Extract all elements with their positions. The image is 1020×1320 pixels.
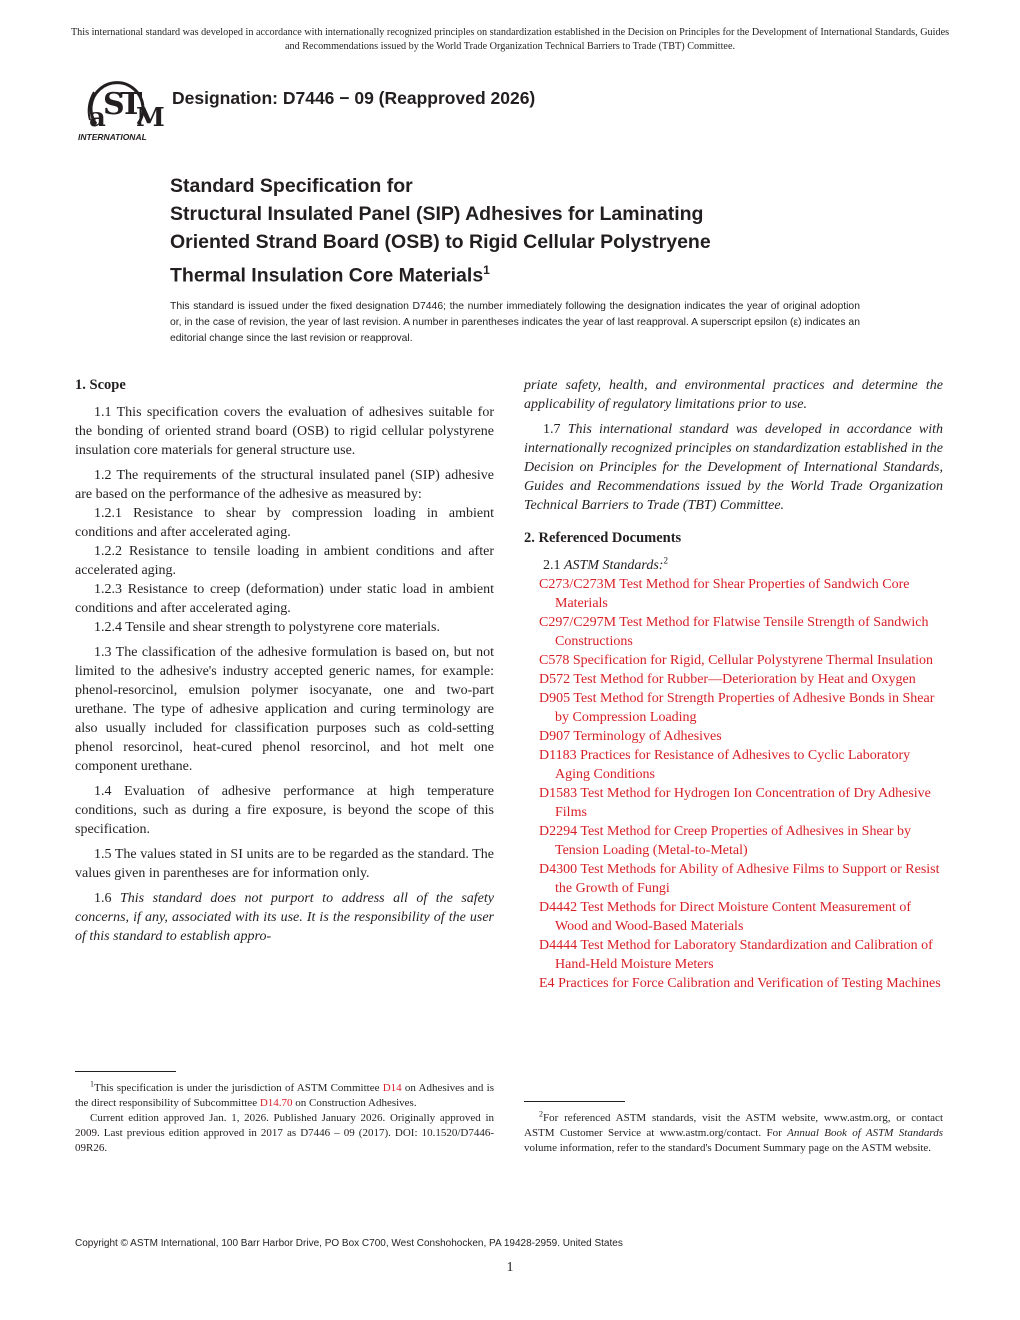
reference-title-link[interactable]: Test Method for Hydrogen Ion Concentration of Dry Adhesive Films <box>555 786 931 820</box>
reference-item <box>524 613 943 651</box>
svg-text:a: a <box>89 103 106 133</box>
paragraph-1-7: 1.7 This international standard was developed in accordance with internationally recognized principles on standardization established in the Decision on Principles for the Development of International Standards, Guides and Recommendations issued by the World Trade Organization Technical Barriers to Trade (TBT) Committee. <box>524 422 944 513</box>
designation: Designation: D7446 − 09 (Reapproved 2026) <box>172 88 536 108</box>
reference-code-link[interactable]: C578 <box>539 653 570 668</box>
reference-title-link[interactable]: Practices for Force Calibration and Verification of Testing Machines <box>558 976 941 991</box>
reference-code-link[interactable]: D4444 <box>539 938 578 953</box>
reference-code-link[interactable]: D2294 <box>539 824 578 839</box>
reference-item <box>524 860 943 898</box>
paragraph-1-4: 1.4 Evaluation of adhesive performance at high temperature conditions, such as during a fire exposure, is beyond the scope of this specification. <box>75 784 494 837</box>
reference-title-link[interactable]: Test Method for Laboratory Standardization and Calibration of Hand-Held Moisture Meters <box>555 938 933 972</box>
paragraph-1-1: 1.1 This specification covers the evaluation of adhesives suitable for the bonding of oriented strand board (OSB) to rigid cellular polystyrene insulation core materials for general structure use. <box>75 405 494 458</box>
page-number: 1 <box>506 1260 514 1275</box>
svg-text:T: T <box>120 87 143 122</box>
reference-item <box>524 822 943 860</box>
title-line-4: Thermal Insulation Core Materials$^1$ <box>170 263 490 287</box>
reference-code-link[interactable]: D1583 <box>539 786 578 801</box>
reference-item <box>524 651 943 670</box>
section-2-heading: 2. Referenced Documents <box>524 530 682 546</box>
footnote-1-edition: Current edition approved Jan. 1, 2026. Published January 2026. Originally approved in 2009. Last previous edition approved in 2017 as D7446 – 09 (2017). DOI: 10.1520/D7446-09R26. <box>75 1112 494 1154</box>
top-notice: This international standard was developed in accordance with internationally recognized principles on standardization established in the Decision on Principles for the Development of International Standards, Guides and Recommendations issued by the World Trade Organization Technical Barriers to Trade (TBT) Committee. <box>70 27 950 52</box>
paragraph-1-2: 1.2 The requirements of the structural insulated panel (SIP) adhesive are based on the performance of the adhesive as measured by: <box>75 468 494 502</box>
section-1-heading: 1. Scope <box>75 377 126 393</box>
footnote-2: $^2$For referenced ASTM standards, visit the ASTM website, www.astm.org, or contact ASTM Customer Service at www.astm.org/contact. For Annual Book of ASTM Standards volume information, refer to the standard's Document Summary page on the ASTM website. <box>524 1109 943 1154</box>
title-line-3: Oriented Strand Board (OSB) to Rigid Cellular Polystryene <box>170 231 711 253</box>
reference-item <box>524 746 943 784</box>
logo-text: INTERNATIONAL <box>78 132 147 142</box>
right-column <box>524 376 943 993</box>
reference-item <box>524 727 943 746</box>
referenced-documents-list <box>524 575 943 993</box>
astm-international-logo-icon <box>74 74 164 144</box>
paragraph-1-6-continued: priate safety, health, and environmental practices and determine the applicability of regulatory limitations prior to use. <box>524 378 943 412</box>
svg-text:S: S <box>103 87 125 122</box>
footnote-rule-right <box>524 1101 625 1102</box>
paragraph-1-2-3: 1.2.3 Resistance to creep (deformation) under static load in ambient conditions and after accelerated aging. <box>75 582 494 616</box>
reference-title-link[interactable]: Test Method for Rubber—Deterioration by Heat and Oxygen <box>573 672 916 687</box>
reference-code-link[interactable]: D4300 <box>539 862 578 877</box>
paragraph-1-2-4: 1.2.4 Tensile and shear strength to polystyrene core materials. <box>94 620 440 635</box>
paragraph-1-3: 1.3 The classification of the adhesive formulation is based on, but not limited to the adhesive's industry accepted generic names, for example: phenol-resorcinol, emulsion polymer isocyanate, one and two-part urethane. The type of adhesive application and curing terminology are also usually included for classification purposes such as cold-setting phenol resorcinol, heat-cured phenol resorcinol, and hot melt one component urethane. <box>75 645 494 774</box>
issue-note: This standard is issued under the fixed designation D7446; the number immediately following the designation indicates the year of original adoption or, in the case of revision, the year of last revision. A number in parentheses indicates the year of last reapproval. A superscript epsilon (ε) indicates an editorial change since the last revision or reapproval. <box>170 301 860 344</box>
reference-title-link[interactable]: Test Method for Creep Properties of Adhesives in Shear by Tension Loading (Metal-to-Metal) <box>555 824 912 858</box>
reference-title-link[interactable]: Terminology of Adhesives <box>573 729 722 744</box>
reference-title-link[interactable]: Test Method for Shear Properties of Sandwich Core Materials <box>555 577 910 611</box>
subcommittee-link[interactable]: D14.70 <box>259 1097 293 1109</box>
committee-link[interactable]: D14 <box>382 1082 402 1094</box>
reference-code-link[interactable]: D907 <box>539 729 571 744</box>
paragraph-1-6: 1.6 This standard does not purport to address all of the safety concerns, if any, associated with its use. It is the responsibility of the user of this standard to establish appro- <box>75 891 494 944</box>
reference-title-link[interactable]: Test Methods for Ability of Adhesive Films to Support or Resist the Growth of Fungi <box>555 862 940 896</box>
reference-code-link[interactable]: D905 <box>539 691 571 706</box>
reference-title-link[interactable]: Practices for Resistance of Adhesives to Cyclic Laboratory Aging Conditions <box>555 748 911 782</box>
reference-item <box>524 974 943 993</box>
paragraph-1-2-2: 1.2.2 Resistance to tensile loading in ambient conditions and after accelerated aging. <box>75 544 494 578</box>
footnote-rule-left <box>75 1071 176 1072</box>
reference-title-link[interactable]: Test Methods for Direct Moisture Content Measurement of Wood and Wood-Based Materials <box>555 900 912 934</box>
title-footnote-mark: 1 <box>483 263 490 277</box>
reference-code-link[interactable]: E4 <box>539 976 555 991</box>
reference-code-link[interactable]: C297/C297M <box>539 615 617 630</box>
reference-code-link[interactable]: C273/C273M <box>539 577 617 592</box>
reference-item <box>524 936 943 974</box>
title-line-1: Standard Specification for <box>170 175 413 197</box>
paragraph-1-2-1: 1.2.1 Resistance to shear by compression loading in ambient conditions and after accelerated aging. <box>75 506 494 540</box>
reference-item <box>524 784 943 822</box>
reference-code-link[interactable]: D572 <box>539 672 571 687</box>
title-line-2: Structural Insulated Panel (SIP) Adhesives for Laminating <box>170 203 704 225</box>
reference-title-link[interactable]: Test Method for Flatwise Tensile Strength of Sandwich Constructions <box>555 615 929 649</box>
paragraph-1-5: 1.5 The values stated in SI units are to be regarded as the standard. The values given in parentheses are for information only. <box>75 847 494 881</box>
reference-code-link[interactable]: D1183 <box>539 748 577 763</box>
astm-logo <box>74 74 164 144</box>
reference-title-link[interactable]: Test Method for Strength Properties of Adhesive Bonds in Shear by Compression Loading <box>555 691 935 725</box>
document-title <box>170 172 870 290</box>
copyright: Copyright © ASTM International, 100 Barr Harbor Drive, PO Box C700, West Conshohocken, PA 19428-2959. United States <box>75 1238 623 1249</box>
reference-item <box>524 689 943 727</box>
reference-item <box>524 575 943 613</box>
reference-item <box>524 898 943 936</box>
reference-code-link[interactable]: D4442 <box>539 900 578 915</box>
left-column <box>75 376 494 952</box>
reference-title-link[interactable]: Specification for Rigid, Cellular Polystyrene Thermal Insulation <box>572 653 934 668</box>
paragraph-2-1: 2.1 ASTM Standards:$^2$ <box>543 555 668 573</box>
footnote-1: $^1$This specification is under the jurisdiction of ASTM Committee D14 on Adhesives and is the direct responsibility of Subcommittee D14.70 on Construction Adhesives. Current edition approved Jan. 1, 2026. Published January 2026. Originally approved in 2009. Last previous edition approved in 2017 as D7446 – 09 (2017). DOI: 10.1520/D7446-09R26. <box>75 1079 494 1154</box>
svg-text:M: M <box>136 103 164 133</box>
reference-item <box>524 670 943 689</box>
